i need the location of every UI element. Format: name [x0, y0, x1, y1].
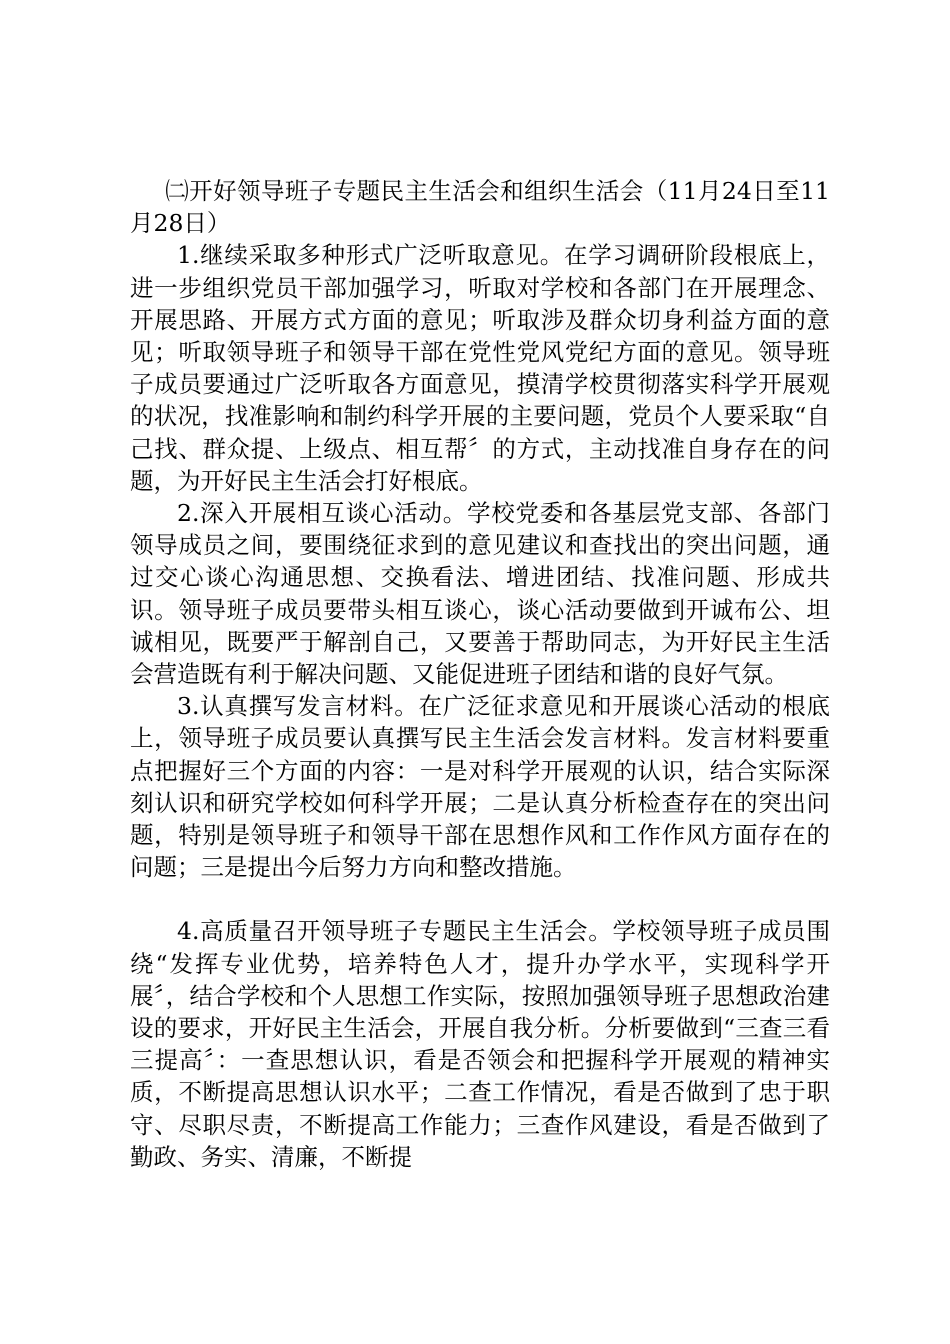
item-paragraph-4: 4.高质量召开领导班子专题民主生活会。学校领导班子成员围绕“发挥专业优势，培养特色人才，提升办学水平，实现科学开展〞，结合学校和个人思想工作实际，按照加强领导班子思想政治建设的要求，开好民主生活会，开展自我分析。分析要做到“三查三看三提高〞：一查思想认识，看是否领会和把握科学开展观的精神实质，不断提高思想认识水平；二查工作情况，看是否做到了忠于职守、尽职尽责，不断提高工作能力；三查作风建设，看是否做到了勤政、务实、清廉，不断提 [130, 917, 830, 1171]
item-paragraph-3: 3.认真撰写发言材料。在广泛征求意见和开展谈心活动的根底上，领导班子成员要认真撰写民主生活会发言材料。发言材料要重点把握好三个方面的内容：一是对科学开展观的认识，结合实际深刻认识和研究学校如何科学开展；二是认真分析检查存在的突出问题，特别是领导班子和领导干部在思想作风和工作作风方面存在的问题；三是提出今后努力方向和整改措施。 [130, 692, 830, 882]
item-paragraph-1: 1.继续采取多种形式广泛听取意见。在学习调研阶段根底上，进一步组织党员干部加强学习，听取对学校和各部门在开展理念、开展思路、开展方式方面的意见；听取涉及群众切身利益方面的意见；听取领导班子和领导干部在党性党风党纪方面的意见。领导班子成员要通过广泛听取各方面意见，摸清学校贯彻落实科学开展观的状况，找准影响和制约科学开展的主要问题，党员个人要采取“自己找、群众提、上级点、相互帮〞的方式，主动找准自身存在的问题，为开好民主生活会打好根底。 [130, 241, 830, 495]
item-paragraph-2: 2.深入开展相互谈心活动。学校党委和各基层党支部、各部门领导成员之间，要围绕征求到的意见建议和查找出的突出问题，通过交心谈心沟通思想、交换看法、增进团结、找准问题、形成共识。领导班子成员要带头相互谈心，谈心活动要做到开诚布公、坦诚相见，既要严于解剖自己，又要善于帮助同志，为开好民主生活会营造既有利于解决问题、又能促进班子团结和谐的良好气氛。 [130, 499, 830, 689]
document-body [130, 175, 830, 1173]
section-heading: ㈡开好领导班子专题民主生活会和组织生活会（11月24日至11月28日） [130, 177, 830, 238]
